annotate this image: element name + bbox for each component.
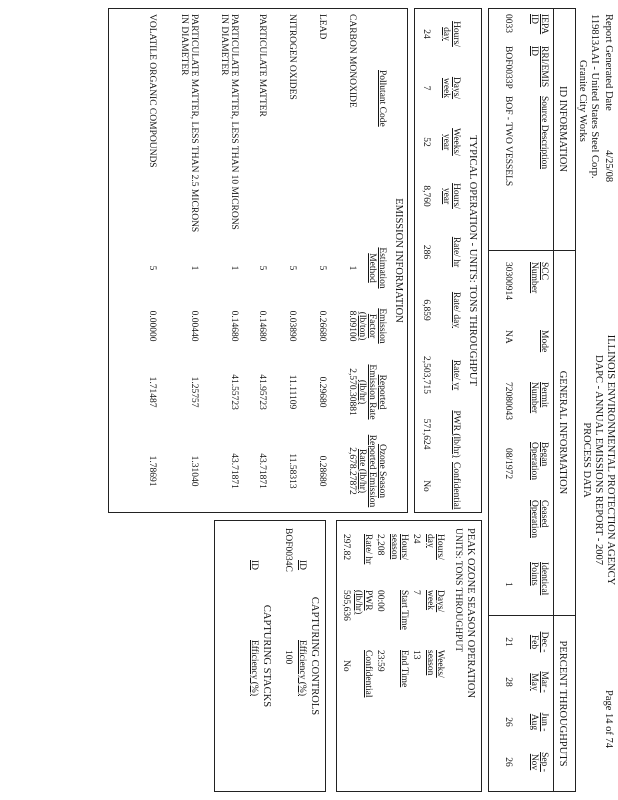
reported-emission-rate-cell: 41.55723 — [229, 374, 239, 410]
pollutant-code-cell: LEAD — [317, 14, 327, 40]
ozone-season-rate-cell: 11.58313 — [287, 453, 297, 489]
emission-factor-cell: 0.00440 — [189, 310, 199, 342]
peak-pwr-value: 595,636 — [341, 590, 351, 621]
rate-day-value: 6,859 — [421, 299, 431, 321]
emission-factor-cell: 0.03890 — [287, 310, 297, 342]
col-header-peak-confidential: Confidential — [363, 650, 373, 698]
col-header-estimation-method: Estimation Method — [367, 247, 387, 289]
col-header-control-efficiency: Efficiency (%) — [297, 640, 307, 697]
mar-may-value: 28 — [503, 677, 513, 687]
id-information-title: ID INFORMATION — [557, 85, 568, 173]
sep-nov-value: 26 — [503, 757, 513, 767]
iepa-id-value: 0033 — [503, 14, 513, 33]
col-header-emission-factor: Emission Factor (lb/ton) — [357, 308, 387, 344]
col-header-mode: Mode — [539, 330, 549, 353]
pollutant-code-cell: PARTICULATE MATTER — [257, 14, 267, 117]
identical-points-value: 1 — [503, 582, 513, 587]
col-header-days-week: Days/ week — [441, 76, 461, 100]
permit-number-value: 72080043 — [503, 382, 513, 420]
emission-factor-cell: 0.14680 — [229, 310, 239, 342]
rri-emis-id-value: BOF0033P — [503, 46, 513, 89]
col-header-mar-may: Mar - May — [529, 671, 549, 693]
emission-factor-cell: 0.26680 — [317, 310, 327, 342]
estimation-method-cell: 5 — [287, 265, 297, 271]
control-efficiency-value: 100 — [283, 650, 293, 665]
reported-emission-rate-cell: 41.95723 — [257, 374, 267, 410]
peak-ozone-title: PEAK OZONE SEASON OPERATION — [465, 528, 476, 699]
peak-start-time-value: 00:00 — [375, 590, 385, 612]
peak-days-week-value: 7 — [411, 590, 421, 595]
col-header-jun-aug: Jun - Aug — [529, 712, 549, 732]
ozone-season-rate-cell: 1.78691 — [147, 455, 157, 487]
col-header-peak-rate-hr: Rate/ hr — [363, 534, 373, 565]
col-header-iepa-id: IEPA ID — [529, 14, 549, 35]
report-title: DAPC - ANNUAL EMISSIONS REPORT - 2007 — [593, 355, 604, 565]
reported-emission-rate-cell: 1.25757 — [189, 376, 199, 408]
col-header-identical-points: Identical Points — [529, 562, 549, 596]
days-week-value: 7 — [421, 85, 431, 91]
col-header-hours-year: Hours/ year — [441, 183, 461, 209]
reported-emission-rate-cell: 11.11109 — [287, 374, 297, 410]
jun-aug-value: 26 — [503, 717, 513, 727]
scc-number-value: 30300914 — [503, 262, 513, 300]
rate-hr-value: 286 — [421, 244, 431, 260]
confidential-value: No — [421, 480, 431, 492]
hours-day-value: 24 — [421, 29, 431, 39]
estimation-method-cell: 1 — [229, 265, 239, 271]
col-header-dec-feb: Dec - Feb — [529, 631, 549, 653]
col-header-control-id: ID — [297, 560, 307, 571]
report-subtitle: PROCESS DATA — [581, 422, 592, 498]
col-header-rri-emis-id: RRI/EMIS ID — [529, 46, 549, 88]
general-information-title: GENERAL INFORMATION — [557, 370, 568, 495]
reported-emission-rate-cell: 2,570.30881 — [347, 368, 357, 416]
col-header-pollutant-code: Pollutant Code — [377, 70, 387, 127]
source-description-value: BOF - TWO VESSELS — [503, 96, 513, 187]
col-header-peak-hours-day: Hours/ day — [425, 534, 445, 560]
report-generated-label: Report Generated Date — [603, 14, 614, 111]
mode-value: NA — [503, 330, 513, 344]
typical-operation-title: TYPICAL OPERATION - UNITS: TONS THROUGHPUT — [467, 135, 478, 386]
divider — [553, 8, 554, 792]
estimation-method-cell: 1 — [347, 265, 357, 271]
col-header-scc-number: SCC Number — [529, 262, 549, 294]
capturing-controls-title: CAPTURING CONTROLS — [309, 596, 320, 716]
report-date: 4/25/08 — [603, 150, 614, 183]
ozone-season-rate-cell: 2,678.27872 — [347, 447, 357, 495]
pollutant-code-cell: VOLATILE ORGANIC COMPOUNDS — [147, 14, 157, 168]
capturing-stacks-title: CAPTURING STACKS — [261, 604, 272, 708]
page-number: Page 14 of 74 — [603, 690, 614, 749]
emission-information-title: EMISSION INFORMATION — [393, 198, 404, 323]
ozone-season-rate-cell: 43.71871 — [229, 453, 239, 489]
weeks-year-value: 52 — [421, 137, 431, 147]
reported-emission-rate-cell: 0.29680 — [317, 376, 327, 408]
col-header-weeks-year: Weeks/ year — [441, 128, 461, 156]
col-header-rate-yr: Rate/ yr — [451, 359, 461, 391]
peak-hours-day-value: 24 — [411, 534, 421, 544]
col-header-rate-day: Rate/ day — [451, 291, 461, 329]
emission-factor-cell: 0.00000 — [147, 310, 157, 342]
peak-ozone-units: UNITS: TONS THROUGHPUT — [453, 528, 463, 653]
col-header-permit-number: Permit Number — [529, 382, 549, 414]
col-header-hours-day: Hours/ day — [441, 21, 461, 47]
col-header-reported-emission-rate: Reported Emission Rate (lb/hr) — [357, 364, 387, 420]
peak-hours-season-value: 2,208 — [375, 534, 385, 556]
emission-factor-cell: 8.09100 — [347, 310, 357, 342]
col-header-rate-hr: Rate/ hr — [451, 236, 461, 268]
facility-site: Granite City Works — [577, 60, 588, 142]
col-header-stack-id: ID — [249, 560, 259, 571]
began-operation-value: 08/1972 — [503, 448, 513, 480]
estimation-method-cell: 5 — [257, 265, 267, 271]
peak-confidential-value: No — [341, 660, 351, 672]
facility-id-name: 119813AAI - United States Steel Corp. — [589, 14, 600, 179]
hours-year-value: 8,760 — [421, 185, 431, 207]
col-header-peak-hours-season: Hours/ season — [389, 534, 409, 560]
percent-throughputs-title: PERCENT THROUGHPUTS — [557, 640, 568, 767]
col-header-peak-days-week: Days/ week — [425, 590, 445, 613]
col-header-stack-efficiency: Efficiency (%) — [249, 640, 259, 697]
ozone-season-rate-cell: 0.28680 — [317, 455, 327, 487]
col-header-confidential: Confidential — [451, 462, 461, 510]
col-header-ozone-season-rate: Ozone Season Reported Emission Rate (lb/hr) — [357, 434, 387, 508]
col-header-source-description: Source Description — [539, 96, 549, 170]
col-header-peak-weeks-season: Weeks/ season — [425, 650, 445, 678]
estimation-method-cell: 1 — [189, 265, 199, 271]
rate-yr-value: 2,503,715 — [421, 356, 431, 394]
ozone-season-rate-cell: 43.71871 — [257, 453, 267, 489]
col-header-began-operation: Began Operation — [529, 442, 549, 480]
dec-feb-value: 21 — [503, 637, 513, 647]
estimation-method-cell: 5 — [147, 265, 157, 271]
col-header-ceased-operation: Ceased Operation — [529, 500, 549, 538]
pwr-value: 571,624 — [421, 418, 431, 450]
emission-factor-cell: 0.14680 — [257, 310, 267, 342]
ozone-season-rate-cell: 1.31040 — [189, 455, 199, 487]
pollutant-code-cell: CARBON MONOXIDE — [347, 14, 357, 108]
reported-emission-rate-cell: 1.71487 — [147, 376, 157, 408]
estimation-method-cell: 5 — [317, 265, 327, 271]
control-id-value: BOF0034C — [283, 528, 293, 572]
peak-weeks-season-value: 13 — [411, 650, 421, 660]
col-header-peak-end-time: End Time — [399, 650, 409, 688]
col-header-peak-pwr: PWR (lb/hr) — [353, 590, 373, 615]
col-header-pwr: PWR (lb/hr) — [451, 410, 461, 458]
peak-end-time-value: 23:59 — [375, 650, 385, 672]
pollutant-code-cell: PARTICULATE MATTER, LESS THAN 2.5 MICRONS IN DIAMETER — [179, 14, 199, 233]
col-header-peak-start-time: Start Time — [399, 590, 409, 630]
col-header-sep-nov: Sep - Nov — [529, 752, 549, 772]
pollutant-code-cell: PARTICULATE MATTER, LESS THAN 10 MICRONS IN DIAMETER — [219, 14, 239, 230]
pollutant-code-cell: NITROGEN OXIDES — [287, 14, 297, 100]
agency-name: ILLINOIS ENVIRONMENTAL PROTECTION AGENCY — [605, 334, 616, 586]
peak-rate-hr-value: 297.82 — [341, 534, 351, 561]
